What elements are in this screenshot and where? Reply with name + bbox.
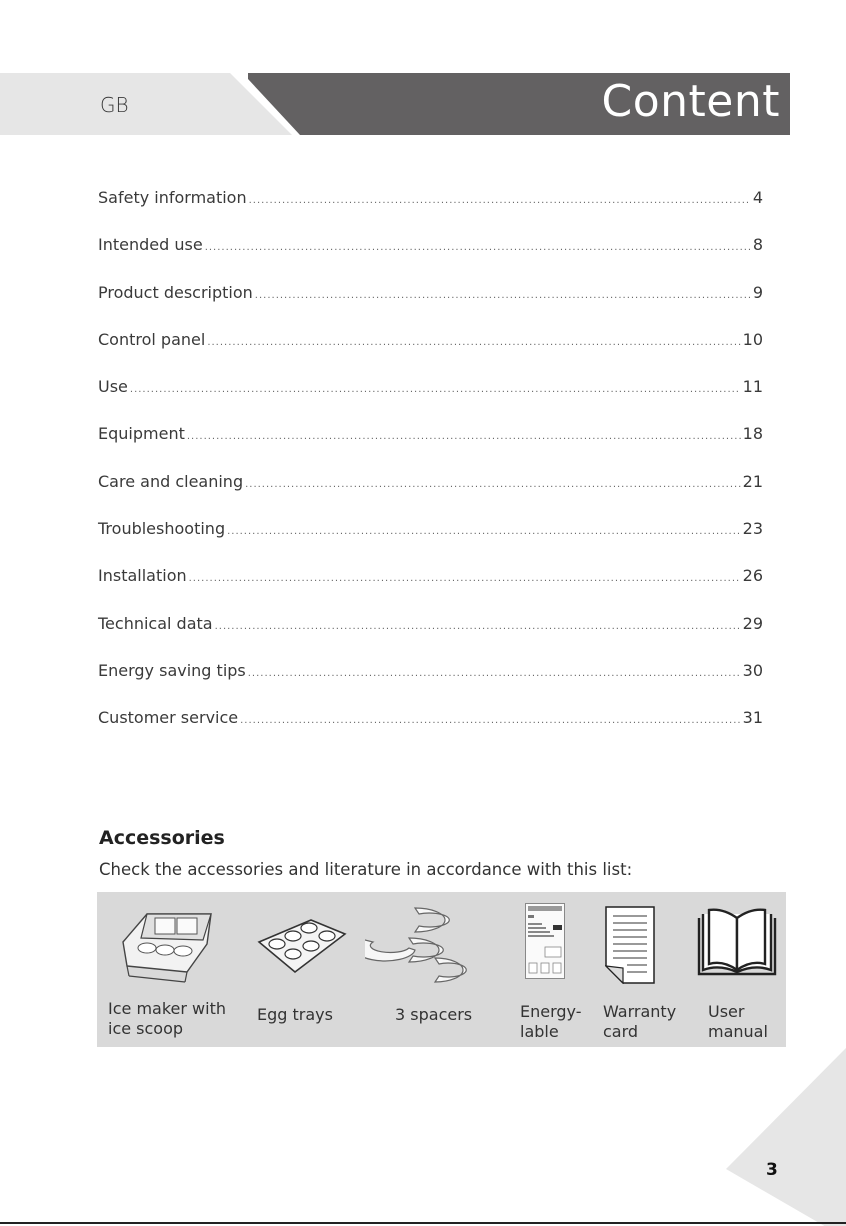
toc-entry-label: Product description bbox=[98, 282, 253, 302]
header-left-tab bbox=[0, 73, 292, 135]
toc-entry-page: 29 bbox=[742, 613, 763, 633]
toc-leader-dots bbox=[205, 242, 751, 253]
toc-entry[interactable] bbox=[98, 424, 763, 471]
accessory-label-line: ice scoop bbox=[108, 1019, 184, 1038]
region-label: GB bbox=[100, 93, 129, 117]
toc-entry[interactable] bbox=[98, 330, 763, 377]
toc-entry-label: Use bbox=[98, 377, 128, 397]
accessory-label bbox=[603, 1002, 676, 1042]
toc-leader-dots bbox=[249, 195, 751, 206]
toc-entry-label: Technical data bbox=[98, 613, 213, 633]
accessory-label bbox=[708, 1002, 768, 1042]
toc-entry-page: 30 bbox=[742, 660, 763, 680]
toc-entry[interactable] bbox=[98, 283, 763, 330]
accessory-label-line: User bbox=[708, 1002, 745, 1021]
accessories-subtitle: Check the accessories and literature in accordance with this list: bbox=[99, 860, 633, 879]
toc-entry-page: 26 bbox=[742, 566, 763, 586]
spacers-icon bbox=[365, 900, 495, 988]
toc-entry-page: 9 bbox=[752, 282, 763, 302]
toc-entry-label: Safety information bbox=[98, 188, 247, 207]
corner-tab bbox=[726, 1048, 846, 1226]
accessories-heading: Accessories bbox=[99, 827, 225, 849]
warranty-card-icon bbox=[605, 906, 655, 984]
toc-entry-label: Control panel bbox=[98, 329, 206, 349]
accessory-ice-maker bbox=[117, 904, 217, 990]
toc-entry-label: Care and cleaning bbox=[98, 471, 244, 491]
toc-entry[interactable] bbox=[98, 472, 763, 519]
toc-leader-dots bbox=[130, 384, 741, 395]
energy-label-icon bbox=[525, 903, 565, 979]
accessory-label-line: Egg trays bbox=[257, 1005, 333, 1024]
toc-leader-dots bbox=[207, 337, 740, 348]
toc-entry-page: 21 bbox=[742, 471, 763, 491]
bottom-rule bbox=[0, 1222, 846, 1224]
accessory-label-line: card bbox=[603, 1022, 639, 1041]
toc-entry-page: 10 bbox=[742, 329, 763, 349]
toc-entry-label: Customer service bbox=[98, 708, 239, 728]
accessories-panel bbox=[97, 892, 786, 1047]
toc-entry[interactable] bbox=[98, 661, 763, 708]
accessory-label-line: Energy- bbox=[520, 1002, 582, 1021]
toc-entry[interactable] bbox=[98, 566, 763, 613]
accessory-label-line: 3 spacers bbox=[395, 1005, 473, 1024]
toc-leader-dots bbox=[187, 431, 741, 442]
toc-entry-label: Equipment bbox=[98, 424, 185, 444]
toc-leader-dots bbox=[245, 479, 741, 490]
toc-entry-label: Installation bbox=[98, 566, 187, 586]
toc-leader-dots bbox=[240, 715, 741, 726]
egg-tray-icon bbox=[255, 914, 347, 976]
accessory-label bbox=[257, 1005, 333, 1025]
toc-entry-label: Energy saving tips bbox=[98, 660, 246, 680]
accessory-egg-tray bbox=[255, 914, 347, 980]
toc-entry[interactable] bbox=[98, 188, 763, 235]
accessory-label-line: Ice maker with bbox=[108, 999, 226, 1018]
toc-entry[interactable] bbox=[98, 708, 763, 755]
toc-entry-page: 4 bbox=[752, 188, 763, 207]
accessory-label-line: manual bbox=[708, 1022, 768, 1041]
accessory-label-line: lable bbox=[520, 1022, 559, 1041]
toc-entry[interactable] bbox=[98, 519, 763, 566]
table-of-contents bbox=[98, 188, 763, 756]
toc-leader-dots bbox=[255, 290, 751, 301]
toc-entry[interactable] bbox=[98, 614, 763, 661]
toc-leader-dots bbox=[189, 573, 741, 584]
toc-entry-page: 18 bbox=[742, 424, 763, 444]
toc-entry-label: Intended use bbox=[98, 235, 203, 255]
toc-entry-page: 31 bbox=[742, 708, 763, 728]
toc-leader-dots bbox=[248, 668, 741, 679]
user-manual-icon bbox=[695, 908, 779, 980]
accessory-energy-label bbox=[525, 903, 565, 983]
toc-entry[interactable] bbox=[98, 235, 763, 282]
accessory-label bbox=[395, 1005, 472, 1025]
ice-maker-icon bbox=[117, 904, 217, 986]
toc-leader-dots bbox=[227, 526, 741, 537]
accessory-label bbox=[520, 1002, 582, 1042]
accessory-label-line: Warranty bbox=[603, 1002, 677, 1021]
toc-entry-page: 23 bbox=[742, 519, 763, 539]
accessory-warranty-card bbox=[605, 906, 655, 988]
toc-leader-dots bbox=[215, 621, 741, 632]
page-number: 3 bbox=[766, 1160, 778, 1180]
accessory-user-manual bbox=[695, 908, 779, 984]
accessory-label bbox=[108, 999, 226, 1039]
accessory-spacers bbox=[365, 900, 495, 992]
page-title: Content bbox=[601, 76, 780, 127]
toc-entry-page: 11 bbox=[742, 377, 763, 397]
toc-entry[interactable] bbox=[98, 377, 763, 424]
toc-entry-label: Troubleshooting bbox=[98, 519, 226, 539]
toc-entry-page: 8 bbox=[752, 235, 763, 255]
